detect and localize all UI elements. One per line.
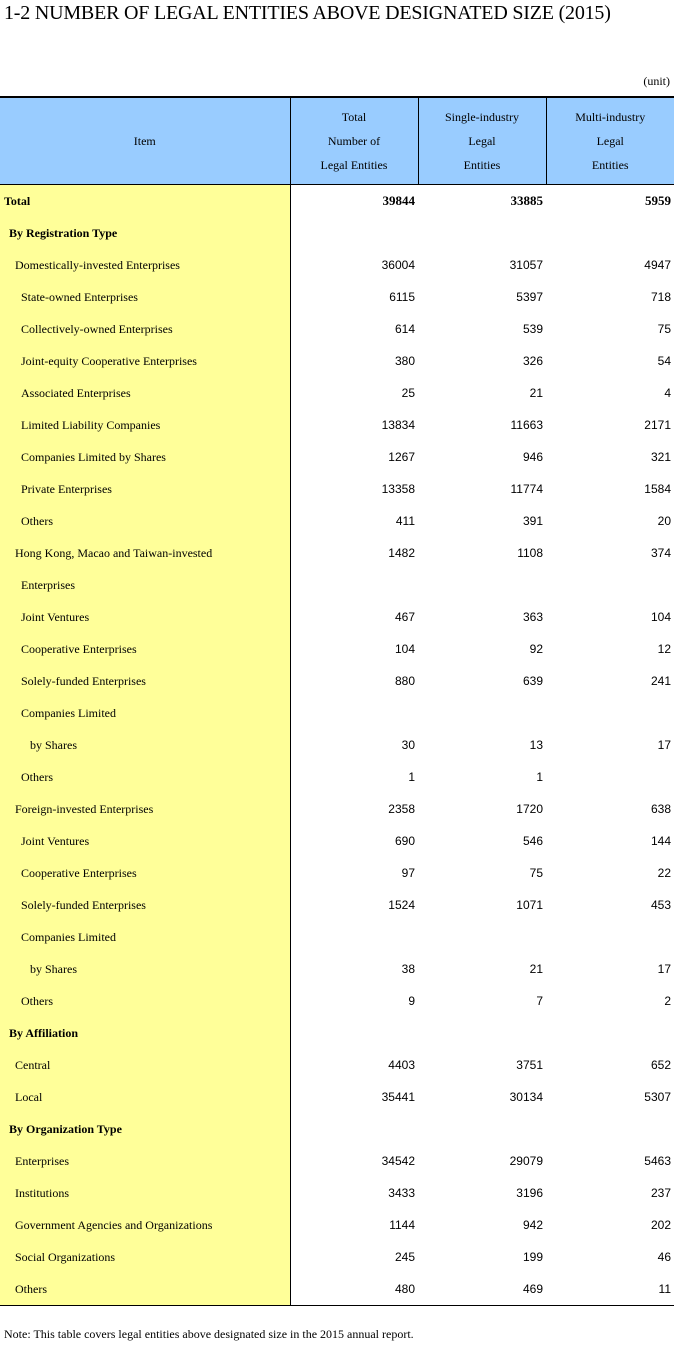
table-row	[0, 1049, 674, 1081]
table-row	[0, 377, 674, 409]
table-row	[0, 441, 674, 473]
header-multi-line-2: Legal	[596, 134, 624, 148]
cell-multi: 144	[650, 834, 671, 848]
cell-single: 13	[529, 738, 543, 752]
cell-multi	[546, 1113, 674, 1145]
cell-single: 546	[522, 834, 543, 848]
cell-total: 880	[394, 674, 415, 688]
row-label: by Shares	[0, 953, 290, 985]
cell-multi	[546, 921, 674, 953]
row-label: By Organization Type	[0, 1113, 290, 1145]
cell-total: 380	[394, 354, 415, 368]
header-single-line-1: Single-industry	[445, 110, 519, 124]
row-label: Companies Limited	[0, 921, 290, 953]
header-multi-line-1: Multi-industry	[575, 110, 646, 124]
cell-multi: 2171	[644, 418, 671, 432]
table-row	[0, 537, 674, 569]
table-row	[0, 1273, 674, 1306]
cell-multi: 652	[650, 1058, 671, 1072]
cell-single: 21	[529, 962, 543, 976]
cell-multi: 46	[657, 1250, 671, 1264]
row-label: Cooperative Enterprises	[0, 857, 290, 889]
cell-single: 3751	[516, 1058, 543, 1072]
header-total-line-2: Number of	[327, 134, 381, 148]
cell-total: 36004	[381, 258, 415, 272]
cell-total: 34542	[381, 1154, 415, 1168]
cell-single: 7	[536, 994, 543, 1008]
cell-multi: 241	[650, 674, 671, 688]
table-row	[0, 633, 674, 665]
table-row	[0, 761, 674, 793]
cell-single: 946	[522, 450, 543, 464]
cell-multi	[546, 569, 674, 601]
cell-multi: 237	[650, 1186, 671, 1200]
header-single-line-3: Entities	[463, 158, 501, 172]
cell-multi: 22	[657, 866, 671, 880]
row-label: By Affiliation	[0, 1017, 290, 1049]
cell-total: 1482	[388, 546, 415, 560]
row-label: Local	[0, 1081, 290, 1113]
cell-total: 1524	[388, 898, 415, 912]
header-item: Item	[0, 97, 290, 185]
row-label: Others	[0, 761, 290, 793]
row-label: Joint-equity Cooperative Enterprises	[0, 345, 290, 377]
cell-total: 690	[394, 834, 415, 848]
row-label: Companies Limited	[0, 697, 290, 729]
cell-multi: 104	[650, 610, 671, 624]
row-label: Others	[0, 505, 290, 537]
table-row	[0, 857, 674, 889]
table-row	[0, 921, 674, 953]
cell-single: 942	[522, 1218, 543, 1232]
table-row	[0, 473, 674, 505]
row-label: Limited Liability Companies	[0, 409, 290, 441]
cell-total: 245	[394, 1250, 415, 1264]
cell-single: 326	[522, 354, 543, 368]
cell-total: 25	[401, 386, 415, 400]
cell-total: 1144	[389, 1218, 415, 1232]
cell-single: 92	[529, 642, 543, 656]
cell-total: 13834	[381, 418, 415, 432]
cell-multi: 2	[664, 994, 671, 1008]
header-single	[418, 97, 546, 185]
page-title: 1-2 NUMBER OF LEGAL ENTITIES ABOVE DESIGNATED SIZE (2015)	[4, 2, 611, 24]
cell-multi	[546, 761, 674, 793]
cell-multi: 75	[657, 322, 671, 336]
cell-single: 1720	[516, 802, 543, 816]
legal-entities-table	[0, 96, 674, 1306]
table-row	[0, 281, 674, 313]
cell-total	[290, 217, 418, 249]
table-row	[0, 1017, 674, 1049]
cell-single: 30134	[509, 1090, 543, 1104]
table-row	[0, 409, 674, 441]
cell-single: 75	[529, 866, 543, 880]
cell-multi: 321	[650, 450, 671, 464]
row-label: Hong Kong, Macao and Taiwan-invested	[0, 537, 290, 569]
table-row	[0, 505, 674, 537]
row-label: Enterprises	[0, 1145, 290, 1177]
cell-total: 3433	[388, 1186, 415, 1200]
cell-single: 11774	[510, 482, 543, 496]
cell-total	[290, 1113, 418, 1145]
row-label: Cooperative Enterprises	[0, 633, 290, 665]
row-label: Joint Ventures	[0, 601, 290, 633]
cell-multi: 638	[650, 802, 671, 816]
table-row	[0, 1209, 674, 1241]
cell-single: 33885	[510, 193, 543, 208]
row-label: Joint Ventures	[0, 825, 290, 857]
cell-total: 4403	[388, 1058, 415, 1072]
cell-single: 199	[522, 1250, 543, 1264]
row-label: Institutions	[0, 1177, 290, 1209]
header-multi-line-3: Entities	[591, 158, 629, 172]
cell-multi: 1584	[644, 482, 671, 496]
table-row	[0, 1113, 674, 1145]
row-label: by Shares	[0, 729, 290, 761]
cell-single: 469	[418, 1273, 546, 1306]
row-label: Total	[0, 185, 290, 218]
cell-multi: 54	[657, 354, 671, 368]
table-row	[0, 345, 674, 377]
row-label: By Registration Type	[0, 217, 290, 249]
table-row	[0, 569, 674, 601]
row-label: Enterprises	[0, 569, 290, 601]
cell-total: 6115	[389, 290, 415, 304]
cell-total: 411	[395, 514, 415, 528]
table-row	[0, 889, 674, 921]
cell-multi: 12	[657, 642, 671, 656]
cell-multi: 20	[657, 514, 671, 528]
cell-total: 38	[401, 962, 415, 976]
table-row	[0, 217, 674, 249]
row-label: Others	[0, 1273, 290, 1306]
table-row	[0, 601, 674, 633]
cell-multi: 5959	[645, 193, 671, 208]
cell-total: 467	[394, 610, 415, 624]
table-row	[0, 1081, 674, 1113]
cell-single: 639	[522, 674, 543, 688]
header-single-line-2: Legal	[468, 134, 496, 148]
table-row	[0, 985, 674, 1017]
cell-single: 29079	[509, 1154, 543, 1168]
cell-multi: 17	[657, 962, 671, 976]
cell-total	[290, 697, 418, 729]
row-label: Government Agencies and Organizations	[0, 1209, 290, 1241]
cell-single: 5397	[516, 290, 543, 304]
table-row	[0, 249, 674, 281]
cell-total: 35441	[381, 1090, 415, 1104]
cell-total: 30	[401, 738, 415, 752]
row-label: Collectively-owned Enterprises	[0, 313, 290, 345]
cell-multi	[546, 697, 674, 729]
row-label: Solely-funded Enterprises	[0, 889, 290, 921]
cell-multi: 5463	[644, 1154, 671, 1168]
header-total-line-1: Total	[341, 110, 367, 124]
table-row	[0, 729, 674, 761]
cell-total: 9	[408, 994, 415, 1008]
table-row	[0, 1241, 674, 1273]
table-row	[0, 825, 674, 857]
cell-total: 480	[290, 1273, 418, 1306]
cell-total: 39844	[382, 193, 415, 208]
cell-single: 1	[536, 770, 543, 784]
cell-multi: 11	[546, 1273, 674, 1306]
cell-multi: 4947	[644, 258, 671, 272]
table-row	[0, 1145, 674, 1177]
cell-multi: 453	[650, 898, 671, 912]
table-row	[0, 1177, 674, 1209]
cell-multi: 202	[650, 1218, 671, 1232]
cell-single: 539	[522, 322, 543, 336]
cell-single: 1108	[517, 546, 543, 560]
table-row	[0, 313, 674, 345]
row-label: Associated Enterprises	[0, 377, 290, 409]
header-total	[290, 97, 418, 185]
cell-single	[418, 921, 546, 953]
cell-total: 1	[408, 770, 415, 784]
table-row	[0, 953, 674, 985]
cell-total: 614	[394, 322, 415, 336]
cell-multi	[546, 1017, 674, 1049]
cell-multi: 718	[650, 290, 671, 304]
cell-multi	[546, 217, 674, 249]
table-row	[0, 665, 674, 697]
cell-single	[418, 1113, 546, 1145]
cell-multi: 17	[657, 738, 671, 752]
table-header	[0, 97, 674, 185]
cell-single: 391	[522, 514, 543, 528]
cell-total: 104	[394, 642, 415, 656]
cell-single: 11663	[510, 418, 543, 432]
cell-single	[418, 1017, 546, 1049]
row-label: Central	[0, 1049, 290, 1081]
table-row	[0, 793, 674, 825]
row-label: Others	[0, 985, 290, 1017]
cell-multi: 4	[664, 386, 671, 400]
cell-multi: 5307	[644, 1090, 671, 1104]
footnote: Note: This table covers legal entities above designated size in the 2015 annual report.	[4, 1327, 414, 1341]
cell-total: 13358	[381, 482, 415, 496]
cell-total	[290, 569, 418, 601]
header-total-line-3: Legal Entities	[320, 158, 388, 172]
cell-total: 1267	[388, 450, 415, 464]
table-row	[0, 185, 674, 218]
cell-total	[290, 921, 418, 953]
cell-single	[418, 217, 546, 249]
cell-total	[290, 1017, 418, 1049]
cell-total: 2358	[388, 802, 415, 816]
table-body	[0, 185, 674, 1306]
cell-single: 31057	[509, 258, 543, 272]
row-label: Companies Limited by Shares	[0, 441, 290, 473]
cell-single: 363	[522, 610, 543, 624]
row-label: State-owned Enterprises	[0, 281, 290, 313]
unit-label: (unit)	[643, 74, 670, 88]
cell-multi: 374	[650, 546, 671, 560]
cell-single	[418, 697, 546, 729]
row-label: Solely-funded Enterprises	[0, 665, 290, 697]
row-label: Private Enterprises	[0, 473, 290, 505]
cell-single: 21	[529, 386, 543, 400]
row-label: Foreign-invested Enterprises	[0, 793, 290, 825]
cell-single: 3196	[516, 1186, 543, 1200]
cell-single: 1071	[516, 898, 543, 912]
header-multi	[546, 97, 674, 185]
row-label: Social Organizations	[0, 1241, 290, 1273]
table-row	[0, 697, 674, 729]
row-label: Domestically-invested Enterprises	[0, 249, 290, 281]
cell-single	[418, 569, 546, 601]
cell-total: 97	[401, 866, 415, 880]
